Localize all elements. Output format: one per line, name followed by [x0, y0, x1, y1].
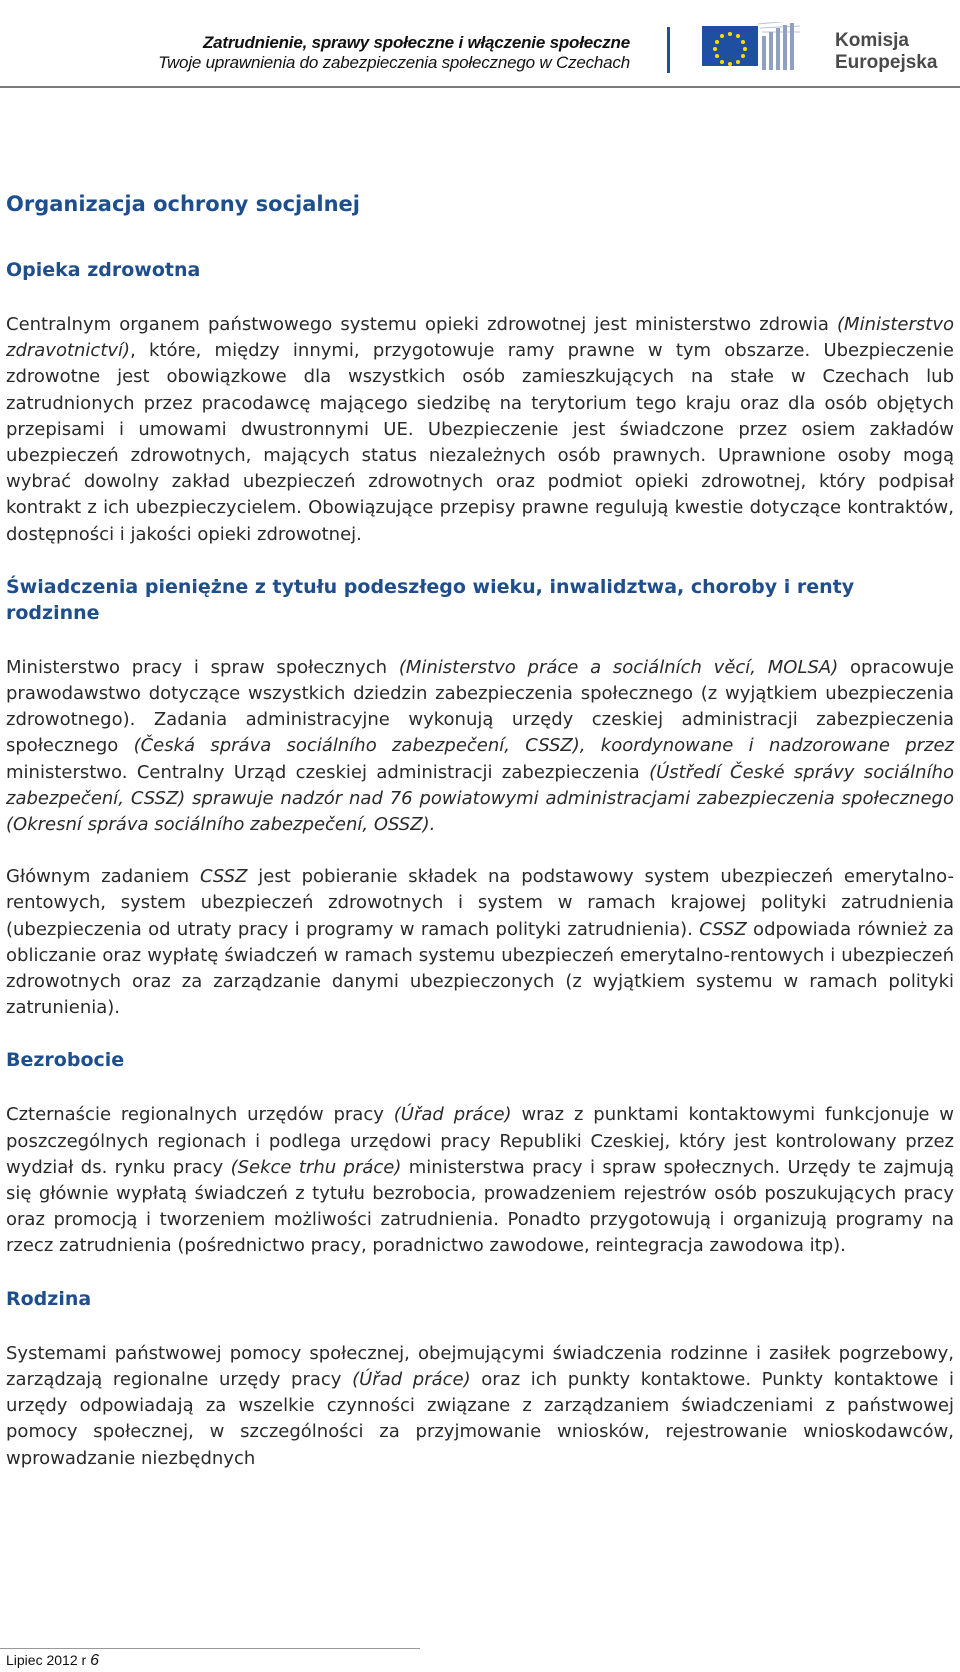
text-run: jest pobieranie składek na podstawowy system ubezpieczeń emerytalno-rentowych, system ubezpieczeń zdrowotnych i system w ramach krajowej polityki zatrudnienia (ubezpieczenia od utraty pracy i programy w ramach polityki zatrudnienia).	[6, 866, 954, 940]
section-heading-pensions: Świadczenia pieniężne z tytułu podeszłego wieku, inwalidztwa, choroby i renty rodzinne	[6, 575, 855, 624]
section-heading-unemployment: Bezrobocie	[6, 1049, 125, 1072]
eu-flag-logo-icon	[700, 22, 800, 72]
text-run-italic: (Úřad práce)	[393, 1104, 512, 1126]
text-run: odpowiada również za obliczanie oraz wypłatę świadczeń w ramach systemu ubezpieczeń emerytalno-rentowych i ubezpieczeń zdrowotnych oraz za zarządzanie danymi ubezpieczonych (z wyjątkiem systemu w ramach polityki zatrunienia).	[6, 918, 954, 1019]
logo-line2: Europejska	[835, 52, 938, 73]
page-header	[0, 0, 960, 88]
text-run-italic: CSSZ	[200, 866, 248, 888]
text-run-italic: CSSZ	[699, 918, 747, 940]
text-run-italic: (Sekce trhu práce)	[230, 1156, 402, 1178]
text-run: Głównym zadaniem	[6, 866, 200, 888]
text-run: Ministerstwo pracy i spraw społecznych	[6, 656, 399, 678]
text-run-italic: (Ústředí České správy sociálního zabezpečení, CSSZ) sprawuje nadzór nad 76 powiatowymi administracjami zabezpieczenia społecznego (Okresní správa sociálního zabezpečení, OSSZ).	[6, 761, 955, 836]
header-text	[158, 33, 630, 73]
text-run: Centralnym organem państwowego systemu opieki zdrowotnej jest ministerstwo zdrowia	[6, 314, 838, 335]
section-heading-health: Opieka zdrowotna	[6, 259, 201, 281]
section-paragraph-health	[6, 312, 954, 548]
section-heading-family: Rodzina	[6, 1287, 92, 1310]
text-run: Czternaście regionalnych urzędów pracy	[6, 1104, 394, 1126]
section-paragraph-pensions-1	[6, 655, 954, 838]
text-run-italic: (Ministerstvo zdravotnictví)	[6, 314, 954, 362]
text-run: opracowuje prawodawstwo dotyczące wszystkich dziedzin zabezpieczenia społecznego (z wyjątkiem ubezpieczenia zdrowotnego). Zadania administracyjne wykonują urzędy czeskiej administracji zabezpieczenia społecznego	[6, 656, 954, 757]
text-run-italic: (Česká správa sociálního zabezpečení, CSSZ), koordynowane i nadzorowane przez	[133, 735, 954, 757]
header-subtitle: Twoje uprawnienia do zabezpieczenia społecznego w Czechach	[158, 53, 630, 72]
page-footer	[6, 1652, 99, 1670]
text-run-italic: (Úřad práce)	[352, 1368, 471, 1390]
page-title: Organizacja ochrony socjalnej	[6, 192, 360, 216]
text-run: , które, między innymi, przygotowuje ramy prawne w tym obszarze. Ubezpieczenie zdrowotne jest obowiązkowe dla wszystkich osób zamieszkujących na stałe w Czechach lub zatrudnionych przez pracodawcę mającego siedzibę na terytorium tego kraju oraz dla osób objętych przepisami i umowami dwustronnymi UE. Ubezpieczenie jest świadczone przez osiem zakładów ubezpieczeń zdrowotnych, mających status niezależnych osób prawnych. Uprawnione osoby mogą wybrać dowolny zakład ubezpieczeń zdrowotnych oraz podmiot opieki zdrowotnej, który podpisał kontrakt z ich ubezpieczycielem. Obowiązujące przepisy prawne regulują kwestie dotyczące kontraktów, dostępności i jakości opieki zdrowotnej.	[6, 340, 954, 545]
text-run: Systemami państwowej pomocy społecznej, obejmującymi świadczenia rodzinne i zasiłek pogrzebowy, zarządzają regionalne urzędy pracy	[6, 1342, 954, 1390]
logo-line1: Komisja	[835, 30, 909, 51]
header-rule	[0, 86, 960, 88]
page-number: 6	[90, 1652, 99, 1669]
document-body	[6, 178, 954, 1472]
footer-date: Lipiec 2012 r	[6, 1652, 87, 1668]
header-divider	[667, 27, 670, 73]
text-run: ministerstwa pracy i spraw społecznych. Urzędy te zajmują się głównie wypłatą świadczeń z tytułu bezrobocia, prowadzeniem rejestrów osób poszukujących pracy oraz promocją i tworzeniem możliwości zatrudnienia. Ponadto przygotowują i organizują programy na rzecz zatrudnienia (pośrednictwo pracy, poradnictwo zawodowe, reintegracja zawodowa itp).	[6, 1156, 954, 1257]
text-run: ministerstwo. Centralny Urząd czeskiej administracji zabezpieczenia	[6, 761, 650, 783]
text-run: oraz ich punkty kontaktowe. Punkty kontaktowe i urzędy odpowiadają za wszelkie czynności związane z zarządzaniem świadczeniami z państwowej pomocy społecznej, w szczególności za przyjmowanie wniosków, rejestrowanie wnioskodawców, wprowadzanie niezbędnych	[6, 1368, 955, 1469]
text-run: wraz z punktami kontaktowymi funkcjonuje w poszczególnych regionach i podlega urzędowi pracy Republiki Czeskiej, który jest kontrolowany przez wydział ds. rynku pracy	[6, 1104, 955, 1178]
header-title: Zatrudnienie, sprawy społeczne i włączenie społeczne	[202, 33, 630, 52]
section-paragraph-unemployment	[6, 1102, 954, 1259]
section-paragraph-pensions-2	[6, 864, 954, 1021]
footer-rule	[0, 1648, 420, 1649]
text-run-italic: (Ministerstvo práce a sociálních věcí, MOLSA)	[398, 656, 839, 678]
section-paragraph-family	[6, 1341, 954, 1472]
eu-commission-logo-text	[835, 30, 937, 74]
